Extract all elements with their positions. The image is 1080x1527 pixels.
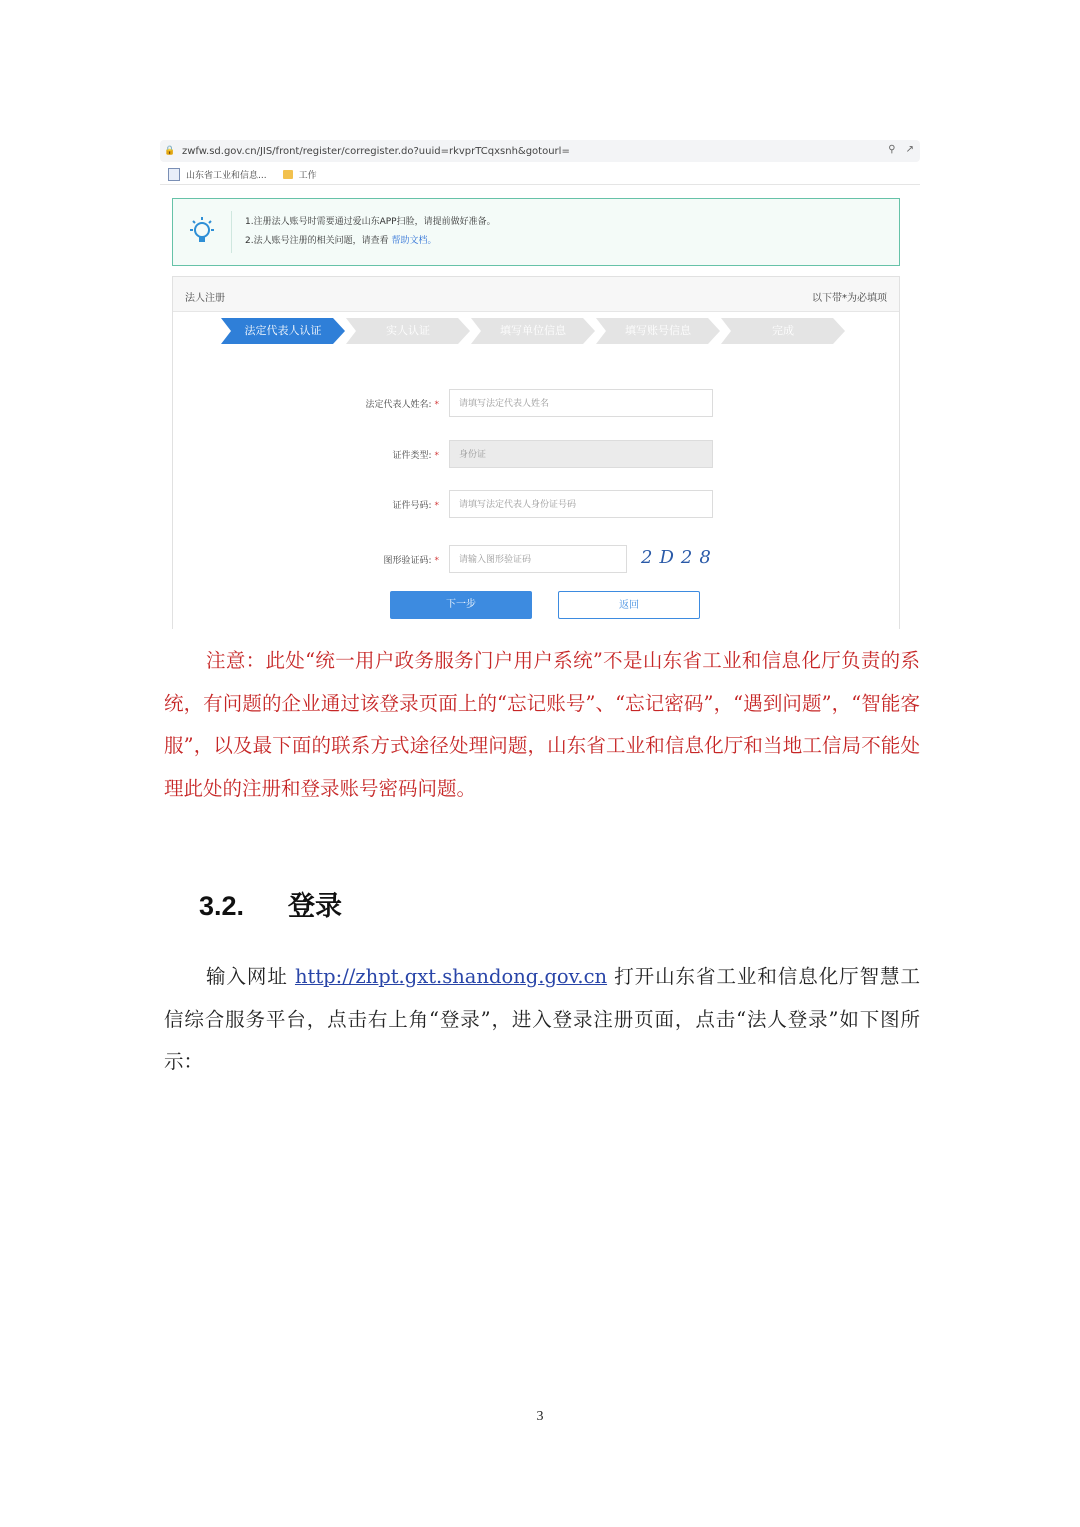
- lock-icon: 🔒: [164, 146, 176, 156]
- share-icon[interactable]: ↗: [905, 144, 914, 155]
- bookmark-folder[interactable]: 工作: [298, 170, 317, 181]
- url-text[interactable]: zwfw.sd.gov.cn/JIS/front/register/corregister.do?uuid=rkvprTCqxsnh&gotourl=: [182, 145, 570, 157]
- form-row-id-number: [173, 490, 899, 520]
- form-row-captcha: [173, 545, 899, 575]
- step-label: 法定代表人认证: [244, 324, 322, 337]
- next-step-button[interactable]: 下一步: [390, 591, 532, 619]
- section-title: 登录: [288, 891, 343, 921]
- bookmarks-bar: [160, 164, 920, 185]
- required-mark: *: [434, 400, 439, 410]
- notice-line-2-text: 2.法人账号注册的相关问题，请查看: [245, 236, 389, 246]
- section-heading: [199, 884, 342, 923]
- step-label: 完成: [772, 324, 794, 337]
- note-text: 注意：此处“统一用户政务服务门户用户系统”不是山东省工业和信息化厅负责的系统，有问题的企业通过该登录页面上的“忘记账号”、“忘记密码”，“遇到问题”，“智能客服”，以及最下面的联系方式途径处理问题，山东省工业和信息化厅和当地工信局不能处理此处的注册和登录账号密码问题。: [164, 649, 920, 800]
- login-text: 输入网址 http://zhpt.gxt.shandong.gov.cn 打开山东省工业和信息化厅智慧工信综合服务平台，点击右上角“登录”，进入登录注册页面，点击“法人登录”如下图所示：: [164, 965, 920, 1073]
- form-row-id-type: [173, 440, 899, 470]
- login-paragraph: [164, 956, 920, 1084]
- notice-line-1: 1.注册法人账号时需要通过爱山东APP扫脸，请提前做好准备。: [245, 217, 496, 227]
- note-paragraph: [164, 640, 920, 810]
- panel-header: [173, 277, 899, 312]
- help-doc-link[interactable]: 帮助文档。: [391, 236, 437, 246]
- required-hint: 以下带*为必填项: [812, 293, 887, 304]
- page-number: 3: [536, 1409, 544, 1424]
- embedded-screenshot: [160, 140, 920, 628]
- zoom-icon[interactable]: ⚲: [888, 144, 896, 155]
- notice-box: [172, 198, 900, 266]
- id-number-input[interactable]: 请填写法定代表人身份证号码: [449, 490, 713, 518]
- address-bar[interactable]: [160, 140, 920, 162]
- panel-title: 法人注册: [185, 293, 225, 304]
- step-account-info: [596, 318, 720, 344]
- platform-url-link[interactable]: http://zhpt.gxt.shandong.gov.cn: [294, 965, 608, 988]
- id-type-label: 证件类型: *: [392, 451, 439, 461]
- bookmark-page-icon: [168, 168, 180, 181]
- step-label: 填写账号信息: [625, 324, 691, 337]
- id-type-select[interactable]: 身份证: [449, 440, 713, 468]
- required-mark: *: [434, 556, 439, 566]
- legal-rep-name-input[interactable]: 请填写法定代表人姓名: [449, 389, 713, 417]
- step-unit-info: [471, 318, 595, 344]
- register-panel: [172, 276, 900, 629]
- notice-divider: [231, 211, 232, 253]
- id-number-label: 证件号码: *: [392, 501, 439, 511]
- required-mark: *: [434, 451, 439, 461]
- step-label: 实人认证: [386, 324, 430, 337]
- step-complete: [721, 318, 845, 344]
- step-legal-rep-auth: [221, 318, 345, 344]
- folder-icon: [283, 170, 293, 179]
- notice-line-2: [245, 233, 436, 246]
- captcha-input[interactable]: 请输入图形验证码: [449, 545, 627, 573]
- form-row-name: [173, 389, 899, 419]
- step-label: 填写单位信息: [500, 324, 566, 337]
- section-number: 3.2.: [199, 891, 245, 921]
- lightbulb-icon: [187, 215, 217, 249]
- name-label: 法定代表人姓名: *: [365, 400, 439, 410]
- captcha-image[interactable]: 2D28: [641, 547, 718, 568]
- step-real-person-auth: [346, 318, 470, 344]
- bookmark-item[interactable]: 山东省工业和信息...: [186, 170, 267, 181]
- back-button[interactable]: 返回: [558, 591, 700, 619]
- required-mark: *: [434, 501, 439, 511]
- captcha-label: 图形验证码: *: [383, 556, 439, 566]
